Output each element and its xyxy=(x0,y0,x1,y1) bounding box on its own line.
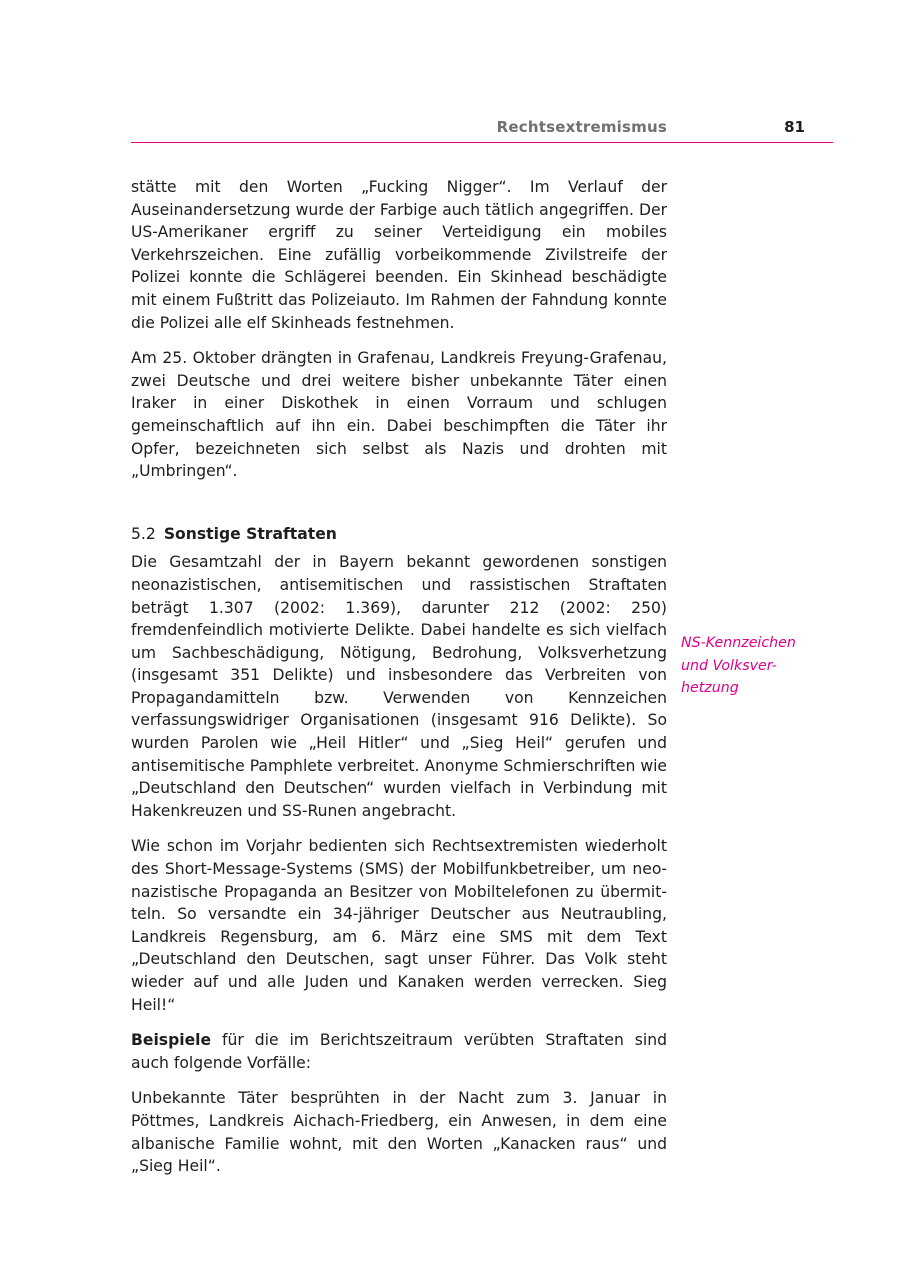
paragraph-2: Am 25. Oktober drängten in Grafenau, Landkreis Freyung-Grafenau, zwei Deutsche und drei weitere bisher unbekannte Täter einen Iraker in einer Diskothek in einen Vorraum und schlugen gemeinschaftlich auf ihn ein. Dabei beschimpften die Täter ihr Opfer, bezeichneten sich selbst als Nazis und drohten mit „Umbringen“. xyxy=(131,349,667,481)
paragraph-1: stätte mit den Worten „Fucking Nigger“. Im Verlauf der Auseinandersetzung wurde der Farbige auch tätlich angegriffen. Der US-Amerikaner ergriff zu seiner Verteidigung ein mobiles Verkehrszeichen. Eine zufällig vorbeikommende Zivilstreife der Polizei konnte die Schlägerei beenden. Ein Skinhead beschädigte mit einem Fußtritt das Polizeiauto. Im Rahmen der Fahndung konnte die Polizei alle elf Skinheads festnehmen. xyxy=(131,178,667,332)
section-heading xyxy=(131,523,667,546)
paragraph-6: Unbekannte Täter besprühten in der Nacht zum 3. Januar in Pöttmes, Landkreis Aichach-Friedberg, ein Anwesen, in dem eine albanische Familie wohnt, mit den Worten „Kanacken raus“ und „Sieg Heil“. xyxy=(131,1089,667,1176)
margin-note-line-3: hetzung xyxy=(681,680,739,697)
paragraph-5-bold: Beispiele xyxy=(131,1031,212,1050)
page-number: 81 xyxy=(784,118,805,136)
margin-note-line-2: und Volksver- xyxy=(681,657,777,674)
section-title: Sonstige Straftaten xyxy=(163,524,337,543)
main-text-column xyxy=(131,176,667,1191)
paragraph-5-text: für die im Berichtszeitraum verübten Straftaten sind auch folgende Vorfälle: xyxy=(131,1031,667,1072)
running-header xyxy=(131,116,833,143)
paragraph-5 xyxy=(131,1029,667,1074)
margin-note xyxy=(681,632,811,700)
paragraph-3: Die Gesamtzahl der in Bayern bekannt gewordenen sonstigen neonazistischen, antisemitischen und rassistischen Straftaten beträgt 1.307 (2002: 1.369), darunter 212 (2002: 250) fremdenfeindlich motivierte Delikte. Dabei handelte es sich vielfach um Sachbeschädigung, Nötigung, Bedrohung, Volksverhetzung (insgesamt 351 Delikte) und insbesondere das Verbreiten von Propagandamitteln bzw. Verwenden von Kennzeichen verfassungswidriger Organisationen (insgesamt 916 Delikte). So wurden Parolen wie „Heil Hitler“ und „Sieg Heil“ gerufen und antisemitische Pamphlete verbreitet. Anonyme Schmierschriften wie „Deutschland den Deutschen“ wurden vielfach in Verbindung mit Hakenkreuzen und SS-Runen angebracht. xyxy=(131,553,667,820)
header-section-title: Rechtsextremismus xyxy=(496,118,667,136)
margin-note-line-1: NS-Kennzeichen xyxy=(681,635,796,651)
paragraph-4: Wie schon im Vorjahr bedienten sich Rechtsextremisten wiederholt des Short-Message-Systems (SMS) der Mobilfunkbetreiber, um neonazistische Propaganda an Besitzer von Mobiltelefonen zu übermitteln. So versandte ein 34-jähriger Deutscher aus Neutraubling, Landkreis Regensburg, am 6. März eine SMS mit dem Text „Deutschland den Deutschen, sagt unser Führer. Das Volk steht wieder auf und alle Juden und Kanaken werden verrecken. Sieg Heil!“ xyxy=(131,837,667,1014)
section-number: 5.2 xyxy=(131,524,156,543)
